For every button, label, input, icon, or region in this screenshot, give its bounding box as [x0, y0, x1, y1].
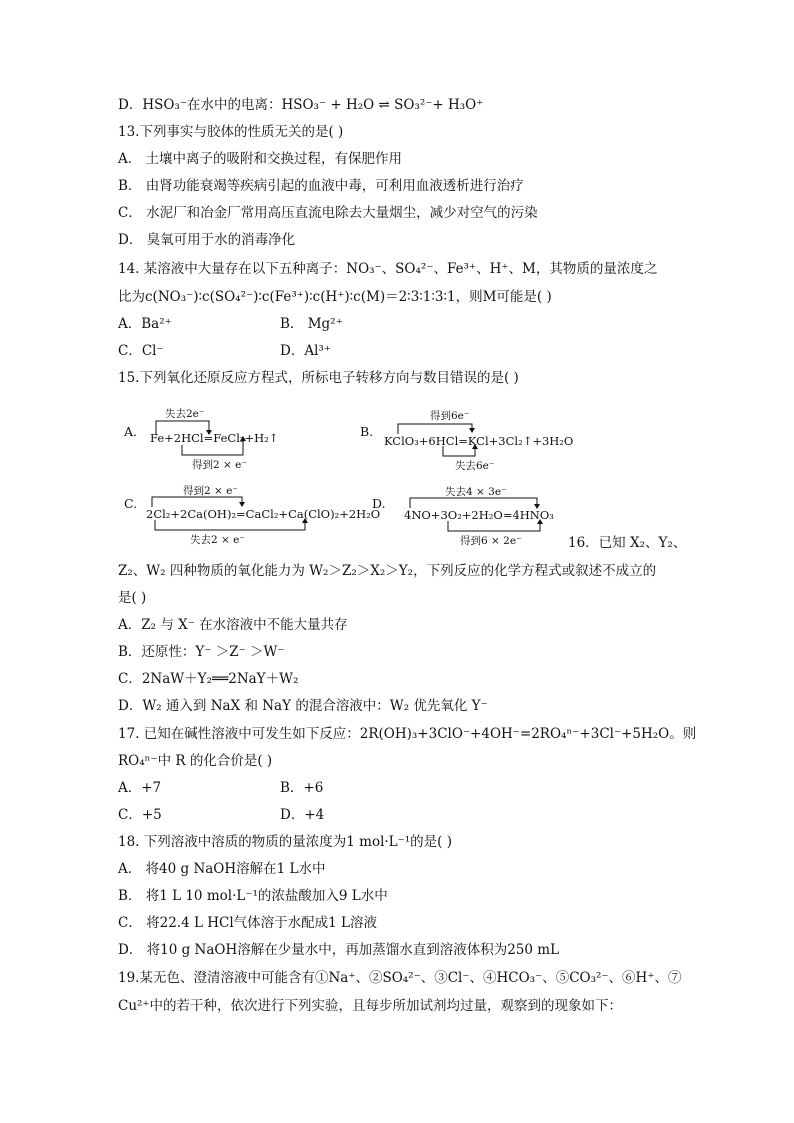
q14-option-b: B． Mg²⁺: [280, 316, 343, 332]
q19-stem-line1: 19.某无色、澄清溶液中可能含有①Na⁺、②SO₄²⁻、③Cl⁻、④HCO₃⁻、⑤CO₃²⁻、⑥H⁺、⑦: [118, 970, 682, 986]
q15-option-c-label: C.: [124, 496, 138, 511]
arrow-d-bottom: [448, 521, 540, 531]
q15-b-bottom-label: 失去6e⁻: [455, 460, 495, 472]
q18-option-a: A． 将40 g NaOH溶解在1 L水中: [118, 861, 326, 877]
q17-option-a: A．+7: [118, 780, 162, 796]
q17-stem-line1: 17. 已知在碱性溶液中可发生如下反应：2R(OH)₃+3ClO⁻+4OH⁻=2RO₄ⁿ⁻+3Cl⁻+5H₂O。则: [118, 726, 697, 742]
q15-d-equation: 4NO+3O₂+2H₂O=4HNO₃: [404, 508, 554, 522]
q12-option-d: D．HSO₃⁻在水中的电离：HSO₃⁻ + H₂O ⇌ SO₃²⁻+ H₃O⁺: [118, 97, 484, 113]
q16-stem-line3: 是( ): [118, 590, 147, 606]
q19-stem-line2: Cu²⁺中的若干种，依次进行下列实验，且每步所加试剂均过量，观察到的现象如下：: [118, 998, 623, 1014]
q13-option-b: B． 由肾功能衰竭等疾病引起的血液中毒，可利用血液透析进行治疗: [118, 178, 524, 194]
q15-b-top-label: 得到6e⁻: [430, 410, 470, 422]
q16-stem-start: 16．已知 X₂、Y₂、: [568, 535, 687, 551]
q14-option-c: C．Cl⁻: [118, 343, 164, 359]
q18-option-d: D． 将10 g NaOH溶解在少量水中，再加蒸馏水直到溶液体积为250 mL: [118, 942, 560, 958]
q14-option-a: A．Ba²⁺: [118, 316, 172, 332]
q18-option-b: B． 将1 L 10 mol·L⁻¹的浓盐酸加入9 L水中: [118, 888, 388, 904]
q16-option-b: B．还原性：Y⁻ ＞Z⁻ ＞W⁻: [118, 644, 285, 660]
q15-option-d-label: D.: [372, 496, 386, 511]
q15-stem: 15.下列氧化还原反应方程式，所标电子转移方向与数目错误的是( ): [118, 370, 519, 386]
arrow-d-top: [410, 498, 537, 508]
q17-option-d: D．+4: [280, 807, 325, 823]
q16-option-c: C．2NaW＋Y₂══2NaY＋W₂: [118, 671, 299, 687]
q17-option-b: B．+6: [280, 780, 324, 796]
q14-stem-line2: 比为c(NO₃⁻)∶c(SO₄²⁻)∶c(Fe³⁺)∶c(H⁺)∶c(M)＝2∶3∶1∶3∶1，则M可能是( ): [118, 289, 552, 305]
q14-option-d: D．Al³⁺: [280, 343, 331, 359]
q17-option-c: C．+5: [118, 807, 162, 823]
q13-option-c: C． 水泥厂和冶金厂常用高压直流电除去大量烟尘，减少对空气的污染: [118, 205, 538, 221]
q15-d-bottom-label: 得到6 × 2e⁻: [460, 535, 522, 547]
q15-a-top-label: 失去2e⁻: [165, 408, 205, 420]
q16-option-d: D．W₂ 通入到 NaX 和 NaY 的混合溶液中：W₂ 优先氧化 Y⁻: [118, 698, 488, 714]
q13-option-a: A． 土壤中离子的吸附和交换过程，有保肥作用: [118, 151, 403, 167]
arrow-c-bottom: [155, 520, 305, 530]
q17-stem-line2: RO₄ⁿ⁻中 R 的化合价是( ): [118, 753, 273, 769]
q15-d-top-label: 失去4 × 3e⁻: [445, 486, 507, 498]
q15-option-b-label: B.: [360, 424, 374, 439]
q15-a-bottom-label: 得到2 × e⁻: [192, 459, 247, 471]
q14-stem-line1: 14. 某溶液中大量存在以下五种离子：NO₃⁻、SO₄²⁻、Fe³⁺、H⁺、M，其物质的量浓度之: [118, 261, 658, 277]
q15-b-equation: KClO₃+6HCl=KCl+3Cl₂↑+3H₂O: [384, 434, 574, 448]
q18-stem: 18. 下列溶液中溶质的物质的量浓度为1 mol·L⁻¹的是( ): [118, 834, 453, 850]
q16-stem-line2: Z₂、W₂ 四种物质的氧化能力为 W₂＞Z₂＞X₂＞Y₂，下列反应的化学方程式或叙述不成立的: [118, 563, 657, 579]
q15-c-equation: 2Cl₂+2Ca(OH)₂=CaCl₂+Ca(ClO)₂+2H₂O: [146, 507, 381, 521]
q16-option-a: A．Z₂ 与 X⁻ 在水溶液中不能大量共存: [118, 617, 348, 633]
q15-option-a-label: A.: [124, 424, 138, 439]
q13-option-d: D． 臭氧可用于水的消毒净化: [118, 232, 296, 248]
q15-a-equation: Fe+2HCl=FeCl₂+H₂↑: [150, 431, 279, 445]
q15-c-bottom-label: 失去2 × e⁻: [190, 534, 245, 546]
q18-option-c: C． 将22.4 L HCl气体溶于水配成1 L溶液: [118, 915, 377, 931]
q15-c-top-label: 得到2 × e⁻: [183, 485, 238, 497]
arrow-c-top: [152, 497, 242, 507]
q13-stem: 13.下列事实与胶体的性质无关的是( ): [118, 124, 344, 140]
arrow-b-top: [398, 424, 472, 434]
